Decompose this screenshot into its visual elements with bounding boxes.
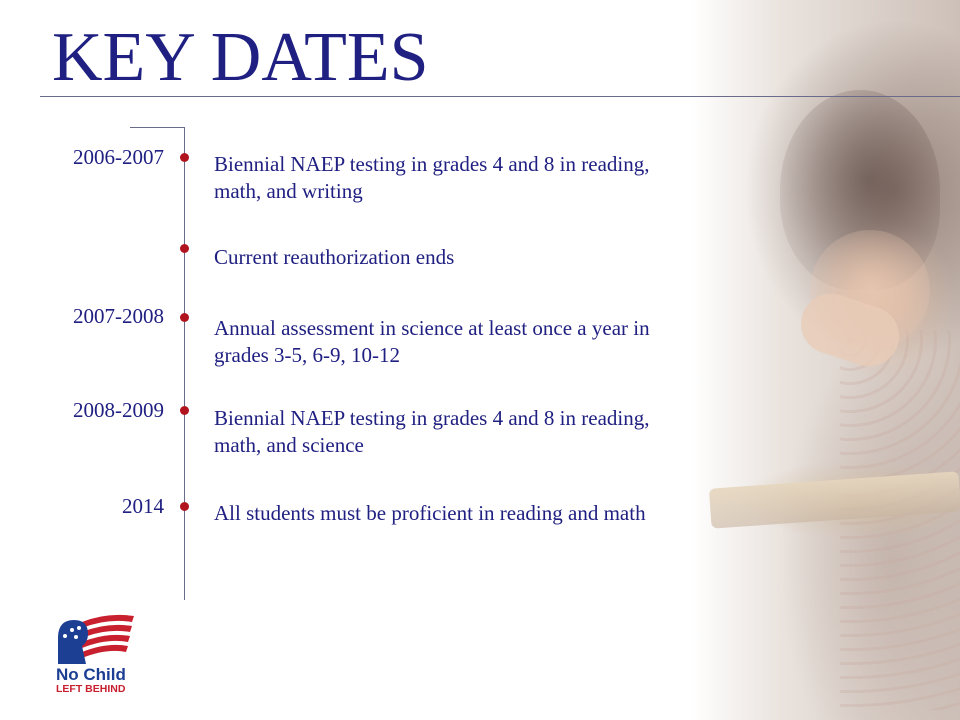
timeline-bullet-icon	[180, 153, 189, 162]
timeline-top-rule	[130, 127, 185, 128]
timeline-date: 2007-2008	[73, 304, 164, 328]
flag-stripes	[82, 615, 134, 658]
timeline-bullet-icon	[180, 406, 189, 415]
background-photo	[690, 0, 960, 720]
timeline-event: All students must be proficient in reading and math	[214, 501, 646, 525]
timeline-axis	[184, 127, 185, 600]
timeline-event: Annual assessment in science at least once a year in grades 3-5, 6-9, 10-12	[214, 316, 650, 367]
timeline-bullet-icon	[180, 313, 189, 322]
timeline-event: Biennial NAEP testing in grades 4 and 8 in reading, math, and science	[214, 406, 650, 457]
timeline-date: 2008-2009	[73, 398, 164, 422]
logo-text-line1: No Child	[56, 665, 126, 684]
logo-text-line2: LEFT BEHIND	[56, 683, 126, 695]
logo-emblem-icon	[52, 608, 142, 698]
timeline-date: 2006-2007	[73, 145, 164, 169]
child-silhouette-icon	[58, 620, 88, 664]
timeline-date: 2014	[122, 494, 164, 518]
timeline-event: Current reauthorization ends	[214, 245, 455, 269]
timeline-event: Biennial NAEP testing in grades 4 and 8 in reading, math, and writing	[214, 152, 650, 203]
no-child-left-behind-logo	[52, 608, 142, 698]
title-divider	[40, 96, 960, 97]
timeline-bullet-icon	[180, 244, 189, 253]
photo-shirt	[840, 330, 960, 710]
page-title: KEY DATES	[52, 19, 429, 96]
timeline-bullet-icon	[180, 502, 189, 511]
